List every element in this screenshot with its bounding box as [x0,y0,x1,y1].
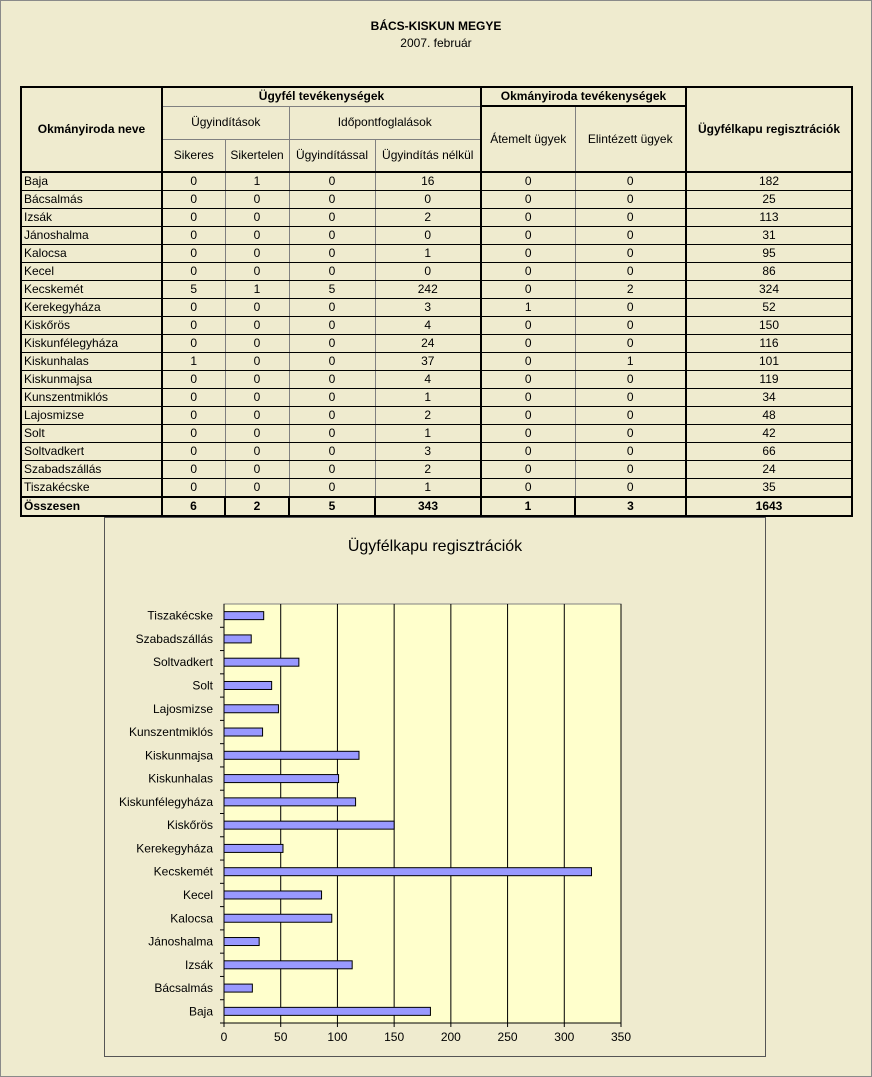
value-cell: 0 [225,317,289,335]
value-cell: 0 [225,353,289,371]
value-cell: 1 [481,299,575,317]
value-cell: 0 [162,389,225,407]
value-cell: 0 [481,389,575,407]
bar [224,775,339,783]
value-cell: 4 [375,371,481,389]
value-cell: 0 [575,425,686,443]
value-cell: 0 [375,191,481,209]
value-cell: 0 [225,371,289,389]
x-tick-label: 50 [274,1030,288,1044]
category-label: Izsák [184,957,213,972]
office-name-cell: Jánoshalma [21,227,162,245]
value-cell: 31 [686,227,852,245]
header-transferred: Átemelt ügyek [481,106,575,172]
category-label: Lajosmizse [152,701,213,716]
category-label: Tiszakécske [147,608,213,623]
header-completed: Elintézett ügyek [575,106,686,172]
total-value: 2 [225,497,289,516]
office-name-cell: Kalocsa [21,245,162,263]
x-tick-label: 200 [440,1030,461,1044]
category-label: Kiskőrös [166,818,213,833]
header-success: Sikeres [162,139,225,172]
value-cell: 0 [289,245,375,263]
table-row [21,281,852,299]
value-cell: 25 [686,191,852,209]
table-row [21,227,852,245]
statistics-table [20,86,853,517]
table-row [21,389,852,407]
value-cell: 0 [289,191,375,209]
table-row [21,263,852,281]
category-label: Kiskunfélegyháza [118,794,213,809]
header-appointments: Időpontfoglalások [289,106,481,139]
value-cell: 0 [162,317,225,335]
value-cell: 0 [575,479,686,498]
office-name-cell: Kiskunmajsa [21,371,162,389]
table-row [21,425,852,443]
office-name-cell: Lajosmizse [21,407,162,425]
chart-panel [104,517,766,1057]
value-cell: 86 [686,263,852,281]
table-row [21,317,852,335]
value-cell: 0 [162,461,225,479]
table-row [21,443,852,461]
office-name-cell: Kiskunfélegyháza [21,335,162,353]
bar [224,914,332,922]
value-cell: 0 [225,407,289,425]
value-cell: 66 [686,443,852,461]
value-cell: 1 [575,353,686,371]
value-cell: 0 [225,245,289,263]
value-cell: 113 [686,209,852,227]
value-cell: 242 [375,281,481,299]
value-cell: 5 [162,281,225,299]
value-cell: 0 [481,371,575,389]
page-title: BÁCS-KISKUN MEGYE [370,19,502,33]
office-name-cell: Izsák [21,209,162,227]
category-label: Kunszentmiklós [128,725,213,740]
value-cell: 0 [225,299,289,317]
value-cell: 2 [375,209,481,227]
value-cell: 0 [575,227,686,245]
bar [224,844,283,852]
x-tick-label: 0 [220,1030,228,1044]
value-cell: 4 [375,317,481,335]
value-cell: 16 [375,172,481,191]
value-cell: 0 [289,172,375,191]
value-cell: 2 [375,461,481,479]
table-row [21,209,852,227]
bar [224,868,592,876]
value-cell: 0 [162,371,225,389]
value-cell: 324 [686,281,852,299]
category-label: Kecskemét [153,864,213,879]
total-row [21,497,852,516]
bar [224,798,356,806]
category-label: Kecel [182,887,213,902]
header-office-activities: Okmányiroda tevékenységek [481,87,686,106]
value-cell: 95 [686,245,852,263]
value-cell: 0 [289,335,375,353]
bar [224,728,263,736]
value-cell: 0 [481,461,575,479]
value-cell: 1 [375,389,481,407]
x-tick-label: 100 [327,1030,348,1044]
value-cell: 116 [686,335,852,353]
value-cell: 0 [575,209,686,227]
table-row [21,461,852,479]
value-cell: 0 [481,479,575,498]
category-label: Kiskunmajsa [144,748,213,763]
bar [224,1007,430,1015]
value-cell: 0 [575,299,686,317]
value-cell: 0 [162,263,225,281]
value-cell: 0 [289,479,375,498]
value-cell: 0 [375,263,481,281]
value-cell: 0 [225,191,289,209]
value-cell: 5 [289,281,375,299]
value-cell: 0 [481,172,575,191]
bar [224,751,359,759]
value-cell: 1 [225,281,289,299]
office-name-cell: Kerekegyháza [21,299,162,317]
value-cell: 0 [481,407,575,425]
table-row [21,299,852,317]
value-cell: 3 [375,299,481,317]
office-name-cell: Kecskemét [21,281,162,299]
office-name-cell: Solt [21,425,162,443]
value-cell: 0 [162,479,225,498]
value-cell: 150 [686,317,852,335]
page-subtitle: 2007. február [400,36,472,50]
value-cell: 3 [375,443,481,461]
value-cell: 0 [289,425,375,443]
value-cell: 2 [575,281,686,299]
office-name-cell: Bácsalmás [21,191,162,209]
total-value: 343 [375,497,481,516]
bar-chart [105,518,765,1056]
office-name-cell: Soltvadkert [21,443,162,461]
value-cell: 0 [481,353,575,371]
header-office-name: Okmányiroda neve [21,87,162,172]
value-cell: 0 [225,425,289,443]
value-cell: 0 [481,209,575,227]
value-cell: 0 [575,172,686,191]
total-value: 1643 [686,497,852,516]
value-cell: 0 [375,227,481,245]
value-cell: 0 [481,227,575,245]
table-row [21,407,852,425]
value-cell: 0 [162,172,225,191]
value-cell: 0 [289,407,375,425]
value-cell: 0 [575,461,686,479]
value-cell: 2 [375,407,481,425]
bar [224,891,322,899]
value-cell: 0 [225,209,289,227]
bar [224,961,352,969]
bar [224,705,278,713]
category-label: Kiskunhalas [148,771,213,786]
value-cell: 182 [686,172,852,191]
value-cell: 24 [375,335,481,353]
value-cell: 42 [686,425,852,443]
value-cell: 48 [686,407,852,425]
office-name-cell: Kunszentmiklós [21,389,162,407]
plot-area [224,604,621,1023]
value-cell: 34 [686,389,852,407]
value-cell: 0 [575,371,686,389]
category-label: Soltvadkert [152,655,213,670]
x-tick-label: 300 [554,1030,575,1044]
value-cell: 0 [481,281,575,299]
x-tick-label: 250 [497,1030,518,1044]
bar [224,984,252,992]
value-cell: 0 [575,443,686,461]
value-cell: 1 [162,353,225,371]
value-cell: 35 [686,479,852,498]
value-cell: 0 [225,461,289,479]
table-row [21,353,852,371]
value-cell: 0 [481,443,575,461]
value-cell: 24 [686,461,852,479]
value-cell: 0 [225,335,289,353]
table-row [21,335,852,353]
office-name-cell: Kecel [21,263,162,281]
value-cell: 0 [289,461,375,479]
value-cell: 0 [289,263,375,281]
value-cell: 0 [225,443,289,461]
value-cell: 0 [481,425,575,443]
value-cell: 0 [225,479,289,498]
value-cell: 0 [162,209,225,227]
value-cell: 0 [289,353,375,371]
value-cell: 0 [481,317,575,335]
value-cell: 0 [289,317,375,335]
bar [224,635,251,643]
office-name-cell: Szabadszállás [21,461,162,479]
total-value: 3 [575,497,686,516]
header-registrations: Ügyfélkapu regisztrációk [686,87,852,172]
value-cell: 0 [481,245,575,263]
value-cell: 0 [289,371,375,389]
header-without-init: Ügyindítás nélkül [375,139,481,172]
value-cell: 37 [375,353,481,371]
header-client-activities: Ügyfél tevékenységek [162,87,481,106]
table-row [21,172,852,191]
value-cell: 0 [162,227,225,245]
value-cell: 0 [575,389,686,407]
value-cell: 119 [686,371,852,389]
category-label: Bácsalmás [154,981,213,996]
table-row [21,371,852,389]
category-label: Kerekegyháza [136,841,213,856]
value-cell: 0 [225,227,289,245]
value-cell: 0 [575,407,686,425]
header-with-init: Ügyindítással [289,139,375,172]
category-label: Szabadszállás [135,631,213,646]
value-cell: 52 [686,299,852,317]
value-cell: 0 [289,299,375,317]
value-cell: 1 [375,245,481,263]
table-row [21,191,852,209]
total-value: 6 [162,497,225,516]
value-cell: 0 [162,443,225,461]
value-cell: 0 [162,407,225,425]
bar [224,658,299,666]
x-tick-label: 150 [384,1030,405,1044]
value-cell: 0 [225,263,289,281]
value-cell: 0 [162,425,225,443]
value-cell: 1 [375,479,481,498]
value-cell: 0 [481,263,575,281]
office-name-cell: Kiskőrös [21,317,162,335]
table-row [21,479,852,498]
value-cell: 101 [686,353,852,371]
category-label: Jánoshalma [148,934,213,949]
total-label: Összesen [21,497,162,516]
category-label: Kalocsa [170,911,213,926]
value-cell: 0 [575,335,686,353]
bar [224,612,264,620]
value-cell: 0 [289,227,375,245]
bar [224,938,259,946]
value-cell: 0 [481,191,575,209]
total-value: 1 [481,497,575,516]
office-name-cell: Tiszakécske [21,479,162,498]
value-cell: 1 [225,172,289,191]
office-name-cell: Kiskunhalas [21,353,162,371]
category-label: Baja [188,1004,213,1019]
value-cell: 0 [575,245,686,263]
office-name-cell: Baja [21,172,162,191]
value-cell: 0 [575,317,686,335]
value-cell: 0 [575,263,686,281]
bar [224,681,272,689]
value-cell: 0 [162,335,225,353]
value-cell: 0 [289,209,375,227]
x-tick-label: 350 [610,1030,632,1044]
category-label: Solt [192,678,213,693]
value-cell: 0 [575,191,686,209]
chart-title: Ügyfélkapu regisztrációk [347,538,523,555]
value-cell: 0 [162,299,225,317]
value-cell: 1 [375,425,481,443]
value-cell: 0 [289,389,375,407]
value-cell: 0 [225,389,289,407]
total-value: 5 [289,497,375,516]
bar [224,821,394,829]
table-row [21,245,852,263]
value-cell: 0 [162,245,225,263]
header-fail: Sikertelen [225,139,289,172]
header-initiations: Ügyindítások [162,106,289,139]
value-cell: 0 [289,443,375,461]
value-cell: 0 [162,191,225,209]
value-cell: 0 [481,335,575,353]
